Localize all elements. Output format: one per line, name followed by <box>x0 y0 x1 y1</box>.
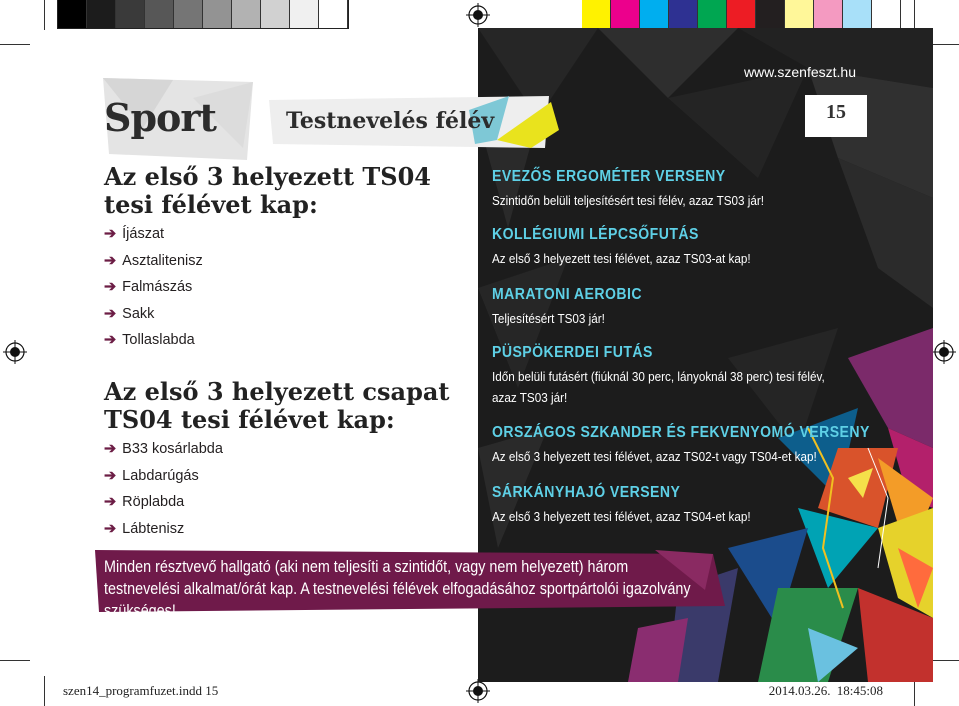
team-heading-line2: TS04 tesi félévet kap: <box>104 405 395 434</box>
individual-heading <box>104 163 431 219</box>
arrow-right-icon: ➔ <box>104 332 117 348</box>
crop-mark <box>914 0 915 30</box>
color-swatch <box>232 0 261 28</box>
individual-heading-line1: Az első 3 helyezett TS04 <box>104 162 431 191</box>
event-item <box>492 344 872 408</box>
list-item <box>104 248 203 275</box>
registration-mark-icon <box>3 340 27 364</box>
color-swatch <box>698 0 727 28</box>
event-title: EVEZŐS ERGOMÉTER VERSENY <box>492 168 726 185</box>
individual-heading-line2: tesi félévet kap: <box>104 190 318 219</box>
list-item-label: Röplabda <box>122 494 185 510</box>
color-swatch <box>87 0 116 28</box>
event-item <box>492 286 872 329</box>
arrow-right-icon: ➔ <box>104 252 117 269</box>
color-swatch <box>145 0 174 28</box>
list-item-label: B33 kosárlabda <box>122 441 223 457</box>
color-swatch <box>582 0 611 28</box>
arrow-right-icon: ➔ <box>104 441 117 457</box>
bottom-note: Minden résztvevő hallgató (aki nem teljesíti a szintidőt, vagy nem helyezett) három testnevelési alkalmat/órát kap. A testnevelési félévek elfogadásához sportpártolói igazolvány szükséges! <box>104 558 691 620</box>
list-item-label: Lábtenisz <box>122 520 185 537</box>
team-heading-line1: Az első 3 helyezett csapat <box>104 377 450 406</box>
color-swatch <box>843 0 872 28</box>
arrow-right-icon: ➔ <box>104 279 117 295</box>
event-description: Az első 3 helyezett tesi félévet, azaz TS04-et kap! <box>492 509 751 524</box>
color-swatch <box>261 0 290 28</box>
list-item-label: Labdarúgás <box>122 467 199 484</box>
event-item <box>492 484 872 527</box>
list-item <box>104 436 223 463</box>
crop-mark <box>44 0 45 30</box>
list-item <box>104 516 223 543</box>
list-item-label: Asztalitenisz <box>122 252 203 269</box>
crop-mark <box>0 660 30 661</box>
event-description: Időn belüli futásért (fiúknál 30 perc, lányoknál 38 perc) tesi félév, azaz TS03 jár! <box>492 369 825 405</box>
color-swatch <box>319 0 348 28</box>
list-item-label: Íjászat <box>122 226 165 242</box>
list-item <box>104 274 203 301</box>
event-title: ORSZÁGOS SZKANDER ÉS FEKVENYOMÓ VERSENY <box>492 424 870 441</box>
registration-mark-icon <box>466 679 490 703</box>
crop-mark <box>929 660 959 661</box>
event-title: SÁRKÁNYHAJÓ VERSENY <box>492 484 681 501</box>
list-item <box>104 489 223 516</box>
registration-mark-icon <box>466 3 490 27</box>
color-swatch <box>814 0 843 28</box>
registration-mark-icon <box>932 340 956 364</box>
event-item <box>492 226 872 269</box>
color-swatch <box>116 0 145 28</box>
color-swatch <box>727 0 756 28</box>
event-description: Teljesítésért TS03 jár! <box>492 311 605 326</box>
footer-time: 18:45:08 <box>836 683 883 698</box>
list-item <box>104 327 203 354</box>
color-swatch <box>611 0 640 28</box>
event-title: PÜSPÖKERDEI FUTÁS <box>492 344 653 361</box>
individual-sports-list <box>104 221 203 354</box>
team-sports-list <box>104 436 223 542</box>
color-swatch <box>785 0 814 28</box>
event-description: Az első 3 helyezett tesi félévet, azaz TS03-at kap! <box>492 251 751 266</box>
crop-mark <box>929 44 959 45</box>
color-swatch <box>640 0 669 28</box>
team-heading <box>104 378 450 434</box>
arrow-right-icon: ➔ <box>104 494 117 510</box>
arrow-right-icon: ➔ <box>104 305 117 322</box>
arrow-right-icon: ➔ <box>104 520 117 537</box>
color-swatch <box>58 0 87 28</box>
arrow-right-icon: ➔ <box>104 226 117 242</box>
section-subtitle: Testnevelés félév <box>286 108 495 134</box>
list-item-label: Tollaslabda <box>122 332 195 348</box>
crop-mark <box>44 676 45 706</box>
event-item <box>492 168 872 211</box>
color-swatch <box>290 0 319 28</box>
list-item <box>104 463 223 490</box>
color-swatch <box>203 0 232 28</box>
page-number: 15 <box>826 101 846 123</box>
event-description: Az első 3 helyezett tesi félévet, azaz TS02-t vagy TS04-et kap! <box>492 449 817 464</box>
event-item <box>492 424 872 467</box>
footer-date: 2014.03.26. <box>768 683 831 698</box>
website-url: www.szenfeszt.hu <box>743 64 856 80</box>
footer-filename: szen14_programfuzet.indd 15 <box>63 683 219 698</box>
event-title: KOLLÉGIUMI LÉPCSŐFUTÁS <box>492 226 699 243</box>
list-item <box>104 301 203 328</box>
color-swatch <box>872 0 901 28</box>
list-item-label: Falmászás <box>122 279 193 295</box>
crop-mark <box>0 44 30 45</box>
footer-timestamp <box>769 683 883 699</box>
list-item <box>104 221 203 248</box>
color-swatch <box>669 0 698 28</box>
section-title: Sport <box>104 95 216 140</box>
arrow-right-icon: ➔ <box>104 467 117 484</box>
grayscale-color-bar <box>57 0 349 29</box>
list-item-label: Sakk <box>122 305 155 322</box>
cmyk-color-bar <box>582 0 901 28</box>
color-swatch <box>756 0 785 28</box>
event-title: MARATONI AEROBIC <box>492 286 642 303</box>
event-description: Szintidőn belüli teljesítésért tesi félév, azaz TS03 jár! <box>492 193 765 208</box>
color-swatch <box>174 0 203 28</box>
